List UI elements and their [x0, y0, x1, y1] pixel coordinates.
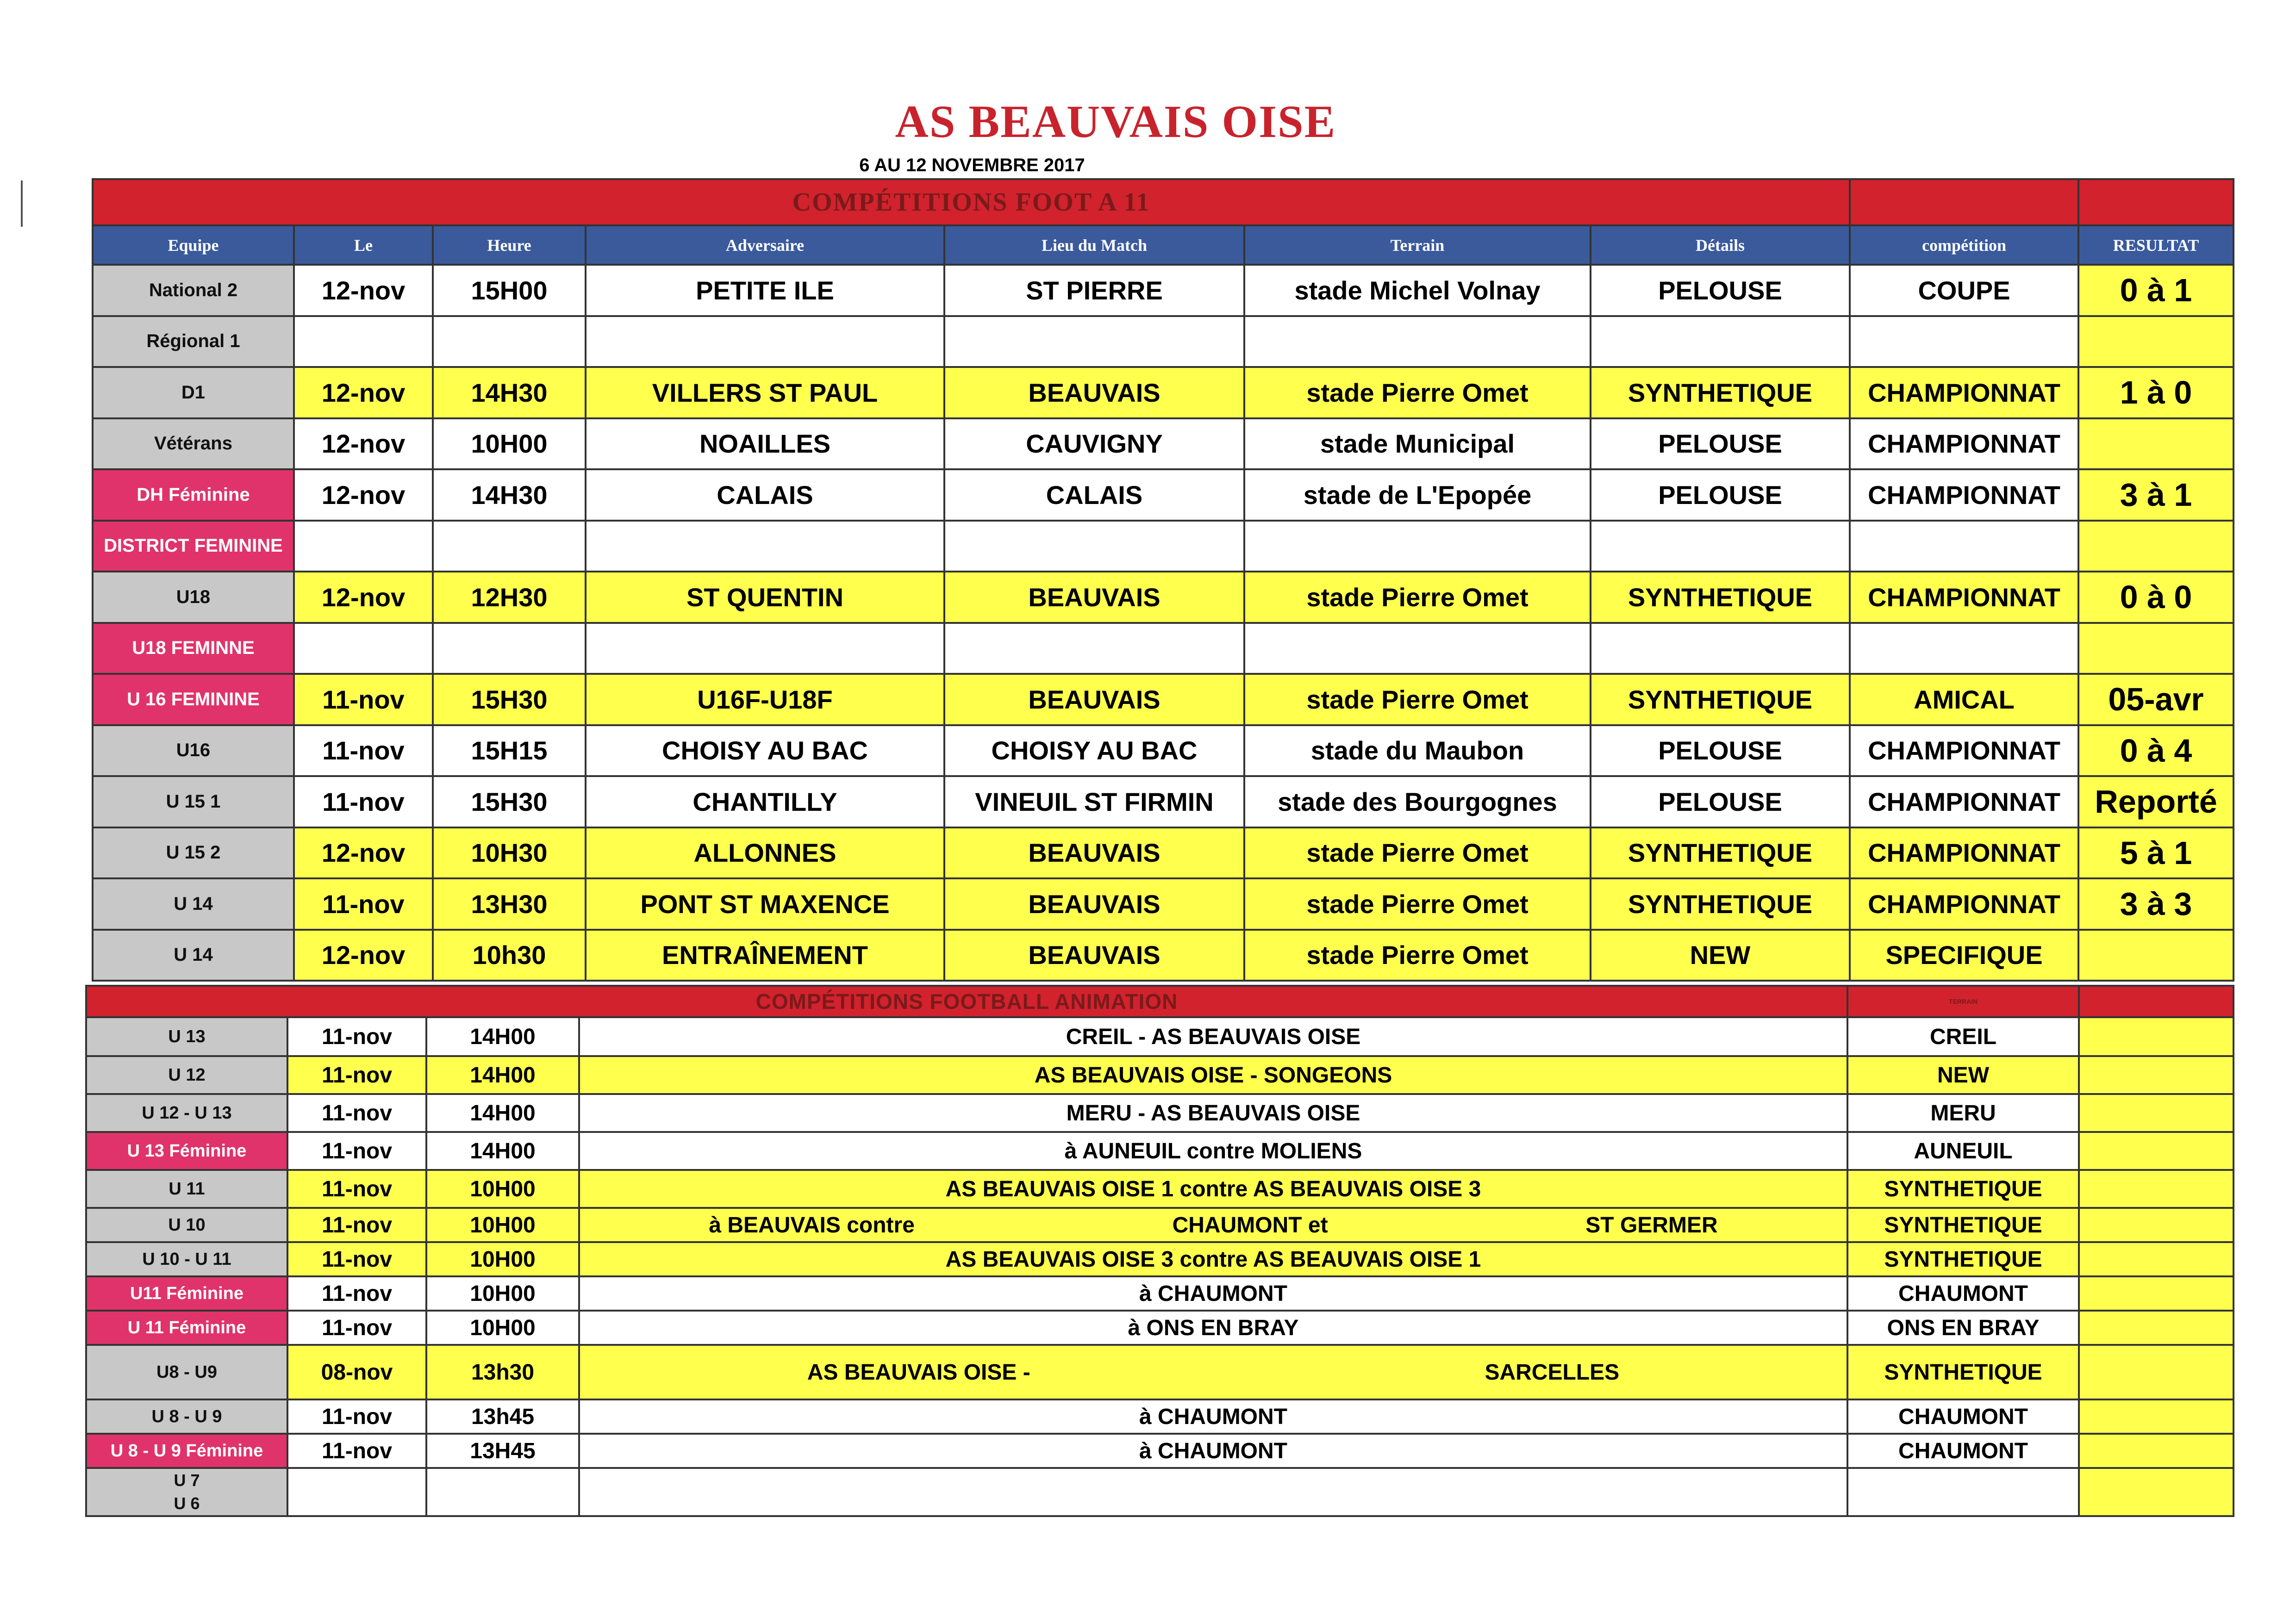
- match-description: à CHAUMONT: [579, 1399, 1847, 1434]
- match-opponent: CALAIS: [586, 469, 944, 521]
- animation-table: [85, 985, 2234, 1517]
- match-date: 12-nov: [294, 827, 433, 879]
- animation-row: [86, 1170, 2234, 1208]
- column-header: compétition: [1850, 225, 2078, 265]
- match-result: [2079, 1208, 2234, 1242]
- match-description: AS BEAUVAIS OISE - SONGEONS: [579, 1056, 1847, 1094]
- match-part: CHAUMONT et: [1172, 1213, 1328, 1237]
- match-competition: CHAMPIONNAT: [1850, 418, 2078, 470]
- team-name: U18: [93, 572, 294, 623]
- team-name: D1: [93, 367, 294, 418]
- match-competition: [1850, 521, 2078, 572]
- match-place: BEAUVAIS: [944, 827, 1244, 879]
- match-opponent: [586, 316, 944, 367]
- match-competition: SPECIFIQUE: [1850, 930, 2078, 981]
- team-name: U 8 - U 9 Féminine: [86, 1434, 287, 1468]
- match-date: [287, 1468, 426, 1516]
- team-name: Régional 1: [93, 316, 294, 367]
- page-title: AS BEAUVAIS OISE: [895, 96, 1336, 147]
- match-ground: stade des Bourgognes: [1244, 776, 1591, 827]
- match-time: 13h45: [426, 1399, 579, 1434]
- match-place: CALAIS: [944, 469, 1244, 521]
- match-row: [93, 725, 2234, 777]
- match-date: 11-nov: [294, 674, 433, 725]
- match-result: [2078, 418, 2234, 470]
- match-details: SYNTHETIQUE: [1591, 827, 1850, 879]
- match-competition: CHAMPIONNAT: [1850, 725, 2078, 777]
- column-header-row: [93, 225, 2234, 265]
- terrain-label: TERRAIN: [1847, 986, 2079, 1017]
- match-row: [93, 316, 2234, 367]
- match-opponent: VILLERS ST PAUL: [586, 367, 944, 418]
- match-time: 10H00: [426, 1276, 579, 1311]
- match-description: à AUNEUIL contre MOLIENS: [579, 1132, 1847, 1170]
- match-terrain: CREIL: [1847, 1017, 2079, 1056]
- match-result: 05-avr: [2078, 674, 2234, 725]
- match-date: 12-nov: [294, 367, 433, 418]
- match-place: [944, 521, 1244, 572]
- animation-row: [86, 1056, 2234, 1094]
- match-result: [2079, 1434, 2234, 1468]
- team-name: U 12 - U 13: [86, 1094, 287, 1132]
- match-terrain: CHAUMONT: [1847, 1399, 2079, 1434]
- match-row: [93, 930, 2234, 981]
- match-place: CHOISY AU BAC: [944, 725, 1244, 777]
- match-terrain: ONS EN BRAY: [1847, 1311, 2079, 1345]
- animation-row: [86, 1468, 2234, 1516]
- match-result: 3 à 1: [2078, 469, 2234, 521]
- match-terrain: MERU: [1847, 1094, 2079, 1132]
- match-place: CAUVIGNY: [944, 418, 1244, 470]
- match-description: à ONS EN BRAY: [579, 1311, 1847, 1345]
- match-ground: stade Pierre Omet: [1244, 930, 1591, 981]
- team-name: U 15 1: [93, 776, 294, 827]
- match-parts: [580, 1213, 1847, 1238]
- match-place: [944, 316, 1244, 367]
- match-time: [426, 1468, 579, 1516]
- match-terrain: SYNTHETIQUE: [1847, 1242, 2079, 1276]
- match-row: [93, 418, 2234, 470]
- match-place: BEAUVAIS: [944, 572, 1244, 623]
- match-result: [2079, 1276, 2234, 1311]
- match-result: [2078, 930, 2234, 981]
- match-description: CREIL - AS BEAUVAIS OISE: [579, 1017, 1847, 1056]
- match-date: 12-nov: [294, 265, 433, 316]
- match-opponent: ST QUENTIN: [586, 572, 944, 623]
- match-competition: CHAMPIONNAT: [1850, 572, 2078, 623]
- match-details: PELOUSE: [1591, 776, 1850, 827]
- match-date: 11-nov: [294, 776, 433, 827]
- match-competition: AMICAL: [1850, 674, 2078, 725]
- match-time: 15H30: [433, 776, 586, 827]
- match-result: [2079, 1056, 2234, 1094]
- team-name: National 2: [93, 265, 294, 316]
- section-header-foot11: [93, 179, 2234, 225]
- match-ground: [1244, 316, 1591, 367]
- match-date: 08-nov: [287, 1345, 426, 1399]
- match-time: 15H30: [433, 674, 586, 725]
- match-row: [93, 367, 2234, 418]
- match-date: 11-nov: [294, 878, 433, 930]
- team-name: U 15 2: [93, 827, 294, 879]
- column-header: Adversaire: [586, 225, 944, 265]
- column-header: Heure: [433, 225, 586, 265]
- match-competition: [1850, 316, 2078, 367]
- match-result: [2079, 1094, 2234, 1132]
- match-place: [944, 623, 1244, 674]
- match-description: à CHAUMONT: [579, 1434, 1847, 1468]
- match-result: [2079, 1468, 2234, 1516]
- match-details: PELOUSE: [1591, 469, 1850, 521]
- match-row: [93, 521, 2234, 572]
- column-header: Lieu du Match: [944, 225, 1244, 265]
- team-name: Vétérans: [93, 418, 294, 470]
- match-time: [433, 316, 586, 367]
- match-result: [2078, 521, 2234, 572]
- section-header-animation: [86, 986, 2234, 1017]
- match-row: [93, 572, 2234, 623]
- match-details: SYNTHETIQUE: [1591, 572, 1850, 623]
- match-row: [93, 265, 2234, 316]
- match-details: [1591, 623, 1850, 674]
- match-date: 11-nov: [287, 1056, 426, 1094]
- match-ground: stade de L'Epopée: [1244, 469, 1591, 521]
- match-date: 11-nov: [287, 1170, 426, 1208]
- match-time: 15H15: [433, 725, 586, 777]
- animation-row: [86, 1345, 2234, 1399]
- match-part: ST GERMER: [1585, 1213, 1718, 1237]
- column-header: Terrain: [1244, 225, 1591, 265]
- match-time: 12H30: [433, 572, 586, 623]
- match-date: 11-nov: [287, 1242, 426, 1276]
- match-details: [1591, 521, 1850, 572]
- team-name-line: U 7: [174, 1471, 200, 1490]
- match-ground: stade du Maubon: [1244, 725, 1591, 777]
- match-row: [93, 776, 2234, 827]
- match-time: 14H00: [426, 1132, 579, 1170]
- match-opponent: CHANTILLY: [586, 776, 944, 827]
- team-name: U 13: [86, 1017, 287, 1056]
- match-description: à CHAUMONT: [579, 1276, 1847, 1311]
- match-competition: COUPE: [1850, 265, 2078, 316]
- match-place: ST PIERRE: [944, 265, 1244, 316]
- match-ground: stade Pierre Omet: [1244, 674, 1591, 725]
- match-date: 11-nov: [287, 1311, 426, 1345]
- team-name-line: U 6: [174, 1494, 200, 1513]
- match-terrain: [1847, 1468, 2079, 1516]
- match-time: 10H00: [426, 1311, 579, 1345]
- match-time: 14H00: [426, 1017, 579, 1056]
- match-opponent: U16F-U18F: [586, 674, 944, 725]
- match-part: SARCELLES: [1485, 1360, 1620, 1385]
- team-name: U8 - U9: [86, 1345, 287, 1399]
- match-date: 11-nov: [287, 1276, 426, 1311]
- match-date: 12-nov: [294, 418, 433, 470]
- match-time: 14H30: [433, 367, 586, 418]
- match-place: BEAUVAIS: [944, 930, 1244, 981]
- match-date: 11-nov: [294, 725, 433, 777]
- match-result: 0 à 0: [2078, 572, 2234, 623]
- match-place: BEAUVAIS: [944, 367, 1244, 418]
- match-competition: CHAMPIONNAT: [1850, 776, 2078, 827]
- team-name: U 11: [86, 1170, 287, 1208]
- match-result: Reporté: [2078, 776, 2234, 827]
- match-part: AS BEAUVAIS OISE -: [807, 1360, 1030, 1385]
- column-header: Equipe: [93, 225, 294, 265]
- date-range: 6 AU 12 NOVEMBRE 2017: [859, 155, 1085, 175]
- scan-mark: [21, 180, 23, 227]
- match-date: [294, 316, 433, 367]
- team-name: U16: [93, 725, 294, 777]
- animation-row: [86, 1094, 2234, 1132]
- match-opponent: [586, 623, 944, 674]
- match-result: [2079, 1017, 2234, 1056]
- foot11-table: [92, 178, 2234, 982]
- column-header: Détails: [1591, 225, 1850, 265]
- match-time: 10H00: [426, 1170, 579, 1208]
- match-date: [294, 623, 433, 674]
- match-opponent: [586, 521, 944, 572]
- match-terrain: NEW: [1847, 1056, 2079, 1094]
- match-date: 11-nov: [287, 1132, 426, 1170]
- match-ground: stade Pierre Omet: [1244, 572, 1591, 623]
- match-result: [2079, 1132, 2234, 1170]
- match-opponent: ENTRAÎNEMENT: [586, 930, 944, 981]
- match-competition: CHAMPIONNAT: [1850, 367, 2078, 418]
- match-parts: [580, 1360, 1847, 1385]
- match-time: 10H00: [426, 1242, 579, 1276]
- team-name: U18 FEMINNE: [93, 623, 294, 674]
- team-name: U 11 Féminine: [86, 1311, 287, 1345]
- match-date: 11-nov: [287, 1017, 426, 1056]
- animation-row: [86, 1399, 2234, 1434]
- match-opponent: ALLONNES: [586, 827, 944, 879]
- match-description: [579, 1345, 1847, 1399]
- animation-row: [86, 1017, 2234, 1056]
- match-details: SYNTHETIQUE: [1591, 367, 1850, 418]
- section-title: COMPÉTITIONS FOOTBALL ANIMATION: [86, 986, 1847, 1017]
- match-result: [2078, 316, 2234, 367]
- match-place: BEAUVAIS: [944, 674, 1244, 725]
- match-result: [2079, 1170, 2234, 1208]
- animation-row: [86, 1132, 2234, 1170]
- team-name: U 10 - U 11: [86, 1242, 287, 1276]
- match-row: [93, 623, 2234, 674]
- match-ground: stade Pierre Omet: [1244, 367, 1591, 418]
- section-spacer: [2079, 986, 2234, 1017]
- match-details: SYNTHETIQUE: [1591, 674, 1850, 725]
- match-competition: CHAMPIONNAT: [1850, 827, 2078, 879]
- match-description: [579, 1208, 1847, 1242]
- animation-row: [86, 1311, 2234, 1345]
- match-ground: [1244, 521, 1591, 572]
- match-date: 12-nov: [294, 930, 433, 981]
- section-spacer: [1850, 179, 2078, 225]
- match-terrain: CHAUMONT: [1847, 1434, 2079, 1468]
- match-part: à BEAUVAIS contre: [709, 1213, 915, 1237]
- match-competition: CHAMPIONNAT: [1850, 469, 2078, 521]
- match-description: AS BEAUVAIS OISE 3 contre AS BEAUVAIS OISE 1: [579, 1242, 1847, 1276]
- match-result: 1 à 0: [2078, 367, 2234, 418]
- match-competition: [1850, 623, 2078, 674]
- section-title: COMPÉTITIONS FOOT A 11: [93, 179, 1850, 225]
- animation-row: [86, 1242, 2234, 1276]
- match-time: 14H00: [426, 1056, 579, 1094]
- match-result: [2079, 1399, 2234, 1434]
- match-date: 11-nov: [287, 1208, 426, 1242]
- team-name: U 10: [86, 1208, 287, 1242]
- team-name: U 14: [93, 930, 294, 981]
- match-result: 0 à 1: [2078, 265, 2234, 316]
- match-terrain: SYNTHETIQUE: [1847, 1345, 2079, 1399]
- match-details: PELOUSE: [1591, 265, 1850, 316]
- match-result: 0 à 4: [2078, 725, 2234, 777]
- match-terrain: SYNTHETIQUE: [1847, 1208, 2079, 1242]
- team-name: [86, 1468, 287, 1516]
- match-place: VINEUIL ST FIRMIN: [944, 776, 1244, 827]
- match-details: PELOUSE: [1591, 418, 1850, 470]
- match-ground: [1244, 623, 1591, 674]
- match-description: AS BEAUVAIS OISE 1 contre AS BEAUVAIS OISE 3: [579, 1170, 1847, 1208]
- match-date: 12-nov: [294, 469, 433, 521]
- match-result: 3 à 3: [2078, 878, 2234, 930]
- match-result: [2079, 1242, 2234, 1276]
- match-result: [2079, 1345, 2234, 1399]
- match-description: [579, 1468, 1847, 1516]
- match-row: [93, 827, 2234, 879]
- match-time: 10h30: [433, 930, 586, 981]
- match-opponent: CHOISY AU BAC: [586, 725, 944, 777]
- team-name: U 14: [93, 878, 294, 930]
- match-ground: stade Pierre Omet: [1244, 878, 1591, 930]
- match-details: PELOUSE: [1591, 725, 1850, 777]
- team-name: U 8 - U 9: [86, 1399, 287, 1434]
- match-time: 13H45: [426, 1434, 579, 1468]
- match-result: [2079, 1311, 2234, 1345]
- animation-row: [86, 1434, 2234, 1468]
- match-date: 11-nov: [287, 1094, 426, 1132]
- match-result: [2078, 623, 2234, 674]
- match-row: [93, 674, 2234, 725]
- team-name: U 16 FEMININE: [93, 674, 294, 725]
- match-time: 13h30: [426, 1345, 579, 1399]
- match-time: [433, 623, 586, 674]
- match-result: 5 à 1: [2078, 827, 2234, 879]
- match-ground: stade Michel Volnay: [1244, 265, 1591, 316]
- match-time: 14H30: [433, 469, 586, 521]
- match-ground: stade Municipal: [1244, 418, 1591, 470]
- column-header: RESULTAT: [2078, 225, 2234, 265]
- match-opponent: PONT ST MAXENCE: [586, 878, 944, 930]
- match-competition: CHAMPIONNAT: [1850, 878, 2078, 930]
- match-time: 10H30: [433, 827, 586, 879]
- match-row: [93, 469, 2234, 521]
- animation-row: [86, 1276, 2234, 1311]
- team-name: DH Féminine: [93, 469, 294, 521]
- column-header: Le: [294, 225, 433, 265]
- match-place: BEAUVAIS: [944, 878, 1244, 930]
- match-opponent: PETITE ILE: [586, 265, 944, 316]
- match-date: 11-nov: [287, 1434, 426, 1468]
- match-terrain: AUNEUIL: [1847, 1132, 2079, 1170]
- team-name: U 13 Féminine: [86, 1132, 287, 1170]
- match-time: [433, 521, 586, 572]
- match-details: [1591, 316, 1850, 367]
- match-terrain: SYNTHETIQUE: [1847, 1170, 2079, 1208]
- team-name: DISTRICT FEMININE: [93, 521, 294, 572]
- match-time: 13H30: [433, 878, 586, 930]
- match-row: [93, 878, 2234, 930]
- team-name: U 12: [86, 1056, 287, 1094]
- match-time: 10H00: [433, 418, 586, 470]
- match-date: [294, 521, 433, 572]
- animation-row: [86, 1208, 2234, 1242]
- match-time: 10H00: [426, 1208, 579, 1242]
- match-date: 11-nov: [287, 1399, 426, 1434]
- match-time: 15H00: [433, 265, 586, 316]
- match-ground: stade Pierre Omet: [1244, 827, 1591, 879]
- match-opponent: NOAILLES: [586, 418, 944, 470]
- match-details: SYNTHETIQUE: [1591, 878, 1850, 930]
- section-spacer: [2078, 179, 2234, 225]
- match-date: 12-nov: [294, 572, 433, 623]
- match-terrain: CHAUMONT: [1847, 1276, 2079, 1311]
- match-details: NEW: [1591, 930, 1850, 981]
- match-description: MERU - AS BEAUVAIS OISE: [579, 1094, 1847, 1132]
- team-name: U11 Féminine: [86, 1276, 287, 1311]
- match-time: 14H00: [426, 1094, 579, 1132]
